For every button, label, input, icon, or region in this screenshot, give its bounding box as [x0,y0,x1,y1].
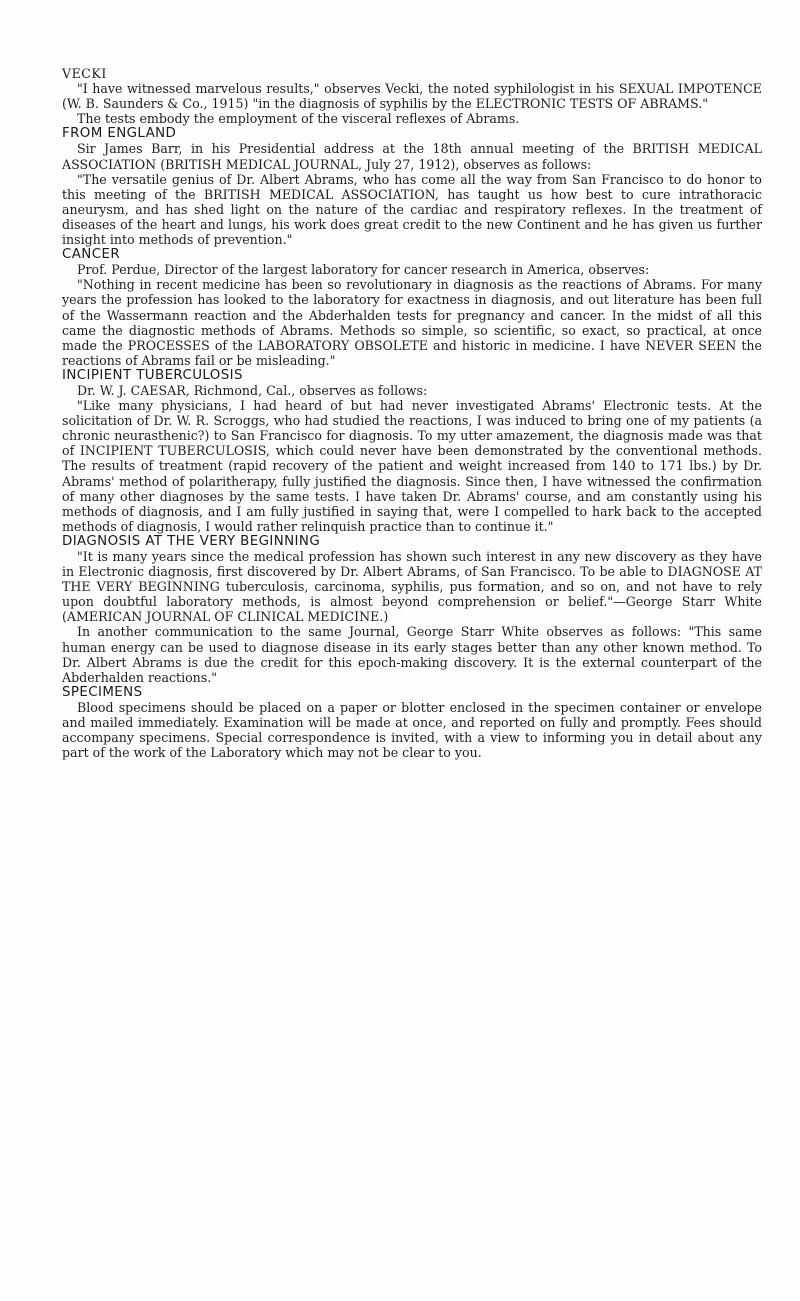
heading-specimens: SPECIMENS [62,684,143,700]
heading-cancer: CANCER [62,247,121,263]
diagnosis-paragraph-2: In another communication to the same Journal, George Starr White observes as follows: "This same human energy can be used to diagnose disease in its early stages better than any other known method. To Dr. Albert Abrams is due the credit for this epoch-making discovery. It is the external counterpart of the Abderhalden reactions." [62,624,762,685]
tuberculosis-paragraph-2: "Like many physicians, I had heard of but had never investigated Abrams' Electronic tests. At the solicitation of Dr. W. R. Scroggs, who had studied the reactions, I was induced to bring one of my patients (a chronic neurasthenic?) to San Francisco for diagnosis. To my utter amazement, the diagnosis made was that of INCIPIENT TUBERCULOSIS, which could never have been demonstrated by the conventional methods. The results of treatment (rapid recovery of the patient and weight increased from 140 to 171 lbs.) by Dr. Abrams' method of polaritherapy, fully justified the diagnosis. Since then, I have witnessed the confirmation of many other diagnoses by the same tests. I have taken Dr. Abrams' course, and am constantly using his methods of diagnosis, and I am fully justified in saying that, were I compelled to hark back to the accepted methods of diagnosis, I would rather relinquish practice than to continue it." [62,398,762,534]
tuberculosis-paragraph-1: Dr. W. J. CAESAR, Richmond, Cal., observes as follows: [77,382,428,398]
heading-from-england: FROM ENGLAND [62,126,177,142]
cancer-paragraph-2: "Nothing in recent medicine has been so revolutionary in diagnosis as the reactions of Abrams. For many years the profession has looked to the laboratory for exactness in diagnosis, and out literature has been full of the Wassermann reaction and the Abderhalden tests for pregnancy and cancer. In the midst of all this came the diagnostic methods of Abrams. Methods so simple, so scientific, so exact, so practical, at once made the PROCESSES of the LABORATORY OBSOLETE and historic in medicine. I have NEVER SEEN the reactions of Abrams fail or be misleading." [62,277,762,368]
intro-paragraph-1: "I have witnessed marvelous results," observes Vecki, the noted syphilologist in his SEXUAL IMPOTENCE (W. B. Saunders & Co., 1915) "in the diagnosis of syphilis by the ELECTRONIC TESTS OF ABRAMS." [62,81,762,112]
from-england-paragraph-1: Sir James Barr, in his Presidential address at the 18th annual meeting of the BRITISH MEDICAL ASSOCIATION (BRITISH MEDICAL JOURNAL, July 27, 1912), observes as follows: [62,141,762,172]
specimens-paragraph-1: Blood specimens should be placed on a paper or blotter enclosed in the specimen container or envelope and mailed immediately. Examination will be made at once, and reported on fully and promptly. Fees should accompany specimens. Special correspondence is invited, with a view to informing you in detail about any part of the work of the Laboratory which may not be clear to you. [62,699,762,761]
diagnosis-paragraph-1: "It is many years since the medical profession has shown such interest in any new discovery as they have in Electronic diagnosis, first discovered by Dr. Albert Abrams, of San Francisco. To be able to DIAGNOSE AT THE VERY BEGINNING tuberculosis, carcinoma, syphilis, pus formation, and so on, and not have to rely upon doubtful laboratory methods, is almost beyond comprehension or belief."—George Starr White (AMERICAN JOURNAL OF CLINICAL MEDICINE.) [62,549,762,625]
intro-paragraph-2: The tests embody the employment of the visceral reflexes of Abrams. [77,111,520,127]
heading-incipient-tuberculosis: INCIPIENT TUBERCULOSIS [62,367,243,383]
running-head: VECKI [62,66,107,81]
document-body [62,66,762,760]
heading-diagnosis-at-the-very-beginning: DIAGNOSIS AT THE VERY BEGINNING [62,533,321,549]
from-england-paragraph-2: "The versatile genius of Dr. Albert Abrams, who has come all the way from San Francisco to do honor to this meeting of the BRITISH MEDICAL ASSOCIATION, has taught us how best to cure intrathoracic aneurysm, and has shed light on the nature of the cardiac and respiratory reflexes. In the treatment of diseases of the heart and lungs, his work does great credit to the new Continent and he has given us further insight into methods of prevention." [62,171,762,248]
cancer-paragraph-1: Prof. Perdue, Director of the largest laboratory for cancer research in America, observes: [77,262,650,278]
